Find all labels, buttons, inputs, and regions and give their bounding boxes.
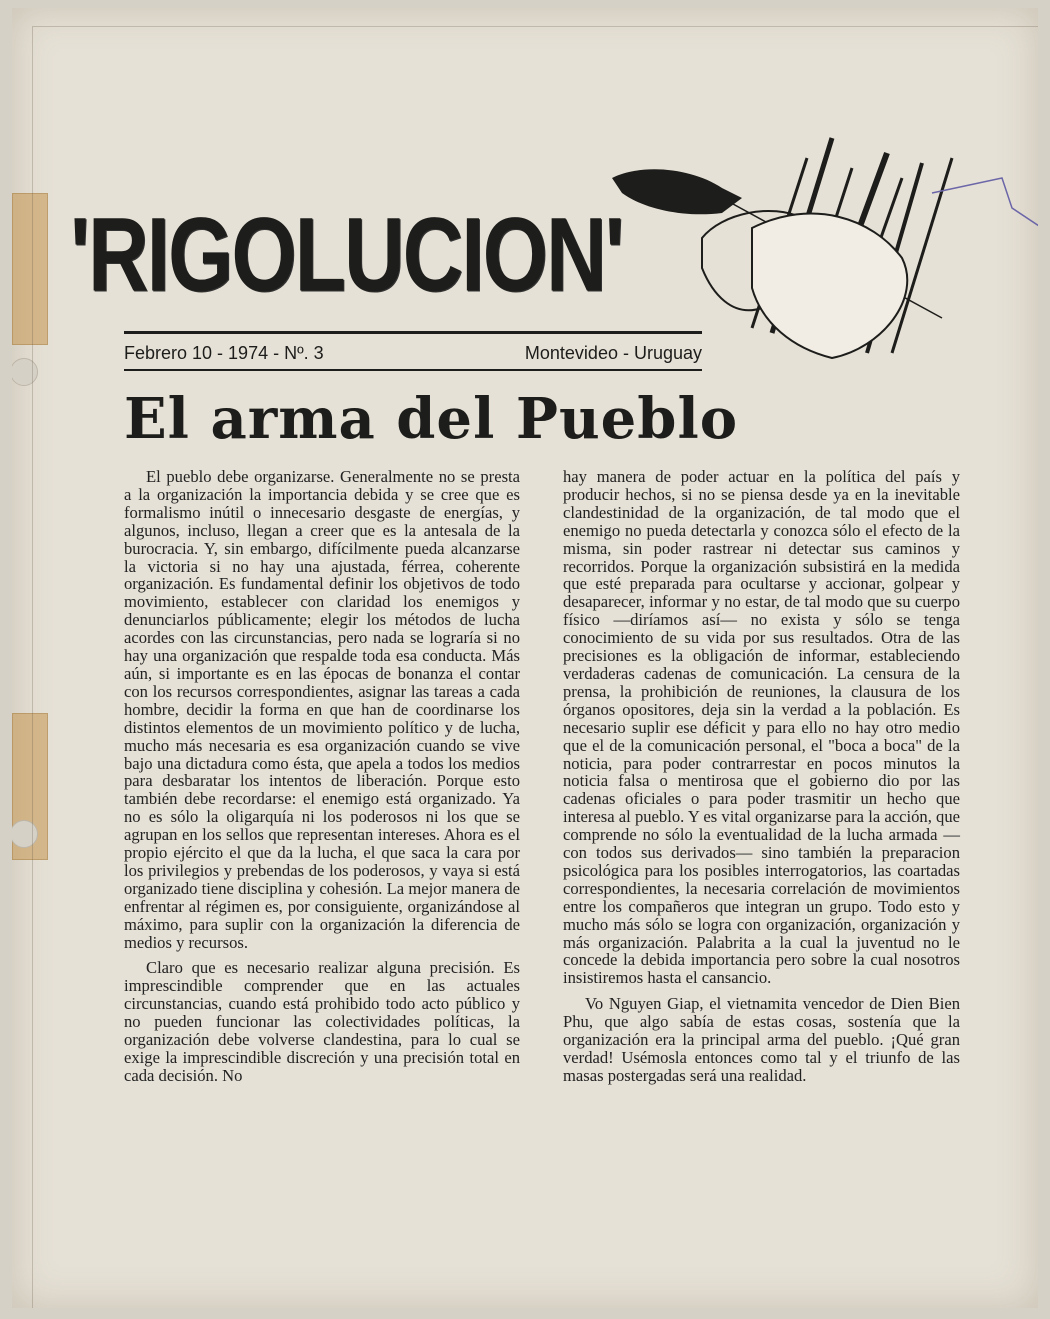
newspaper-page (12, 8, 1038, 1308)
article-paragraph: El pueblo debe organizarse. Generalmente no se presta a la organización la importancia debida y se cree que es formalismo inútil o innecesario desgaste de energías, y algunos, incluso, llegan a creer que es la antesala de la burocracia. Y, sin embargo, difícilmente pueda alcanzarse la victoria si no hay una ajustada, férrea, coherente organización. Es fundamental definir los objetivos de todo movimiento, establecer con claridad los enemigos y denunciarlos públicamente; elegir los métodos de lucha acordes con las circunstancias, pero nada se lograría si no hay una organización que respalde toda esa conducta. Más aún, si importante es en las épocas de bonanza el contar con los recursos correspondientes, asignar las tareas a cada hombre, decidir la forma en que han de coordinarse los distintos elementos de un movimiento político y de lucha, mucho más necesaria es esa organización cuando se vive bajo una dictadura como ésta, que apela a todos los medios para desbaratar los intentos de liberación. Porque esto también debe recordarse: el enemigo está organizado. Ya no es sólo la oligarquía ni los poderosos ni los que se agrupan en los sellos que representan intereses. Ahora es el propio ejército el que da la lucha, el que saca la cara por los privilegios y prebendas de los poderosos, y vaya si está organizado tiene disciplina y cohesión. La mejor manera de enfrentar al régimen es, por consiguiente, organizándose al máximo, para suplir con la organización la diferencia de medios y recursos. (124, 467, 520, 952)
article-column-1 (124, 468, 520, 1093)
fist-shape (612, 169, 742, 214)
article-headline: El arma del Pueblo (124, 386, 739, 452)
pen-stroke (932, 178, 1038, 228)
article-paragraph: hay manera de poder actuar en la política del país y producir hechos, si no se piensa desde ya en la inevitable clandestinidad de la organización, de tal modo que el enemigo no pueda detectarla y conozca sólo el efecto de la misma, sin poder rastrear ni detectar sus caminos y recorridos. Porque la organización subsistirá en la medida que esté preparada para ocultarse y accionar, golpear y desaparecer, informar y no estar, de tal modo que su cuerpo físico —diríamos así— no exista y sólo se tenga conocimiento de su vida por sus resultados. Otra de las precisiones es la obligación de informar, estableciendo verdaderas cadenas de comunicación. La censura de la prensa, la prohibición de reuniones, la clausura de los órganos opositores, deja sin la verdad a la población. Es necesario suplir ese déficit y para ello no hay otro medio que el de la comunicación personal, el "boca a boca" de la noticia, para poder contrarrestar en pocos minutos la noticia falsa o mentirosa que el gobierno dio por las cadenas oficiales o para poder trasmitir un hecho que interesa al pueblo. Y es vital organizarse para la acción, que comprende no sólo la eventualidad de la lucha armada —con todos sus derivados— sino también la preparacion psicológica para los posibles interrogatorios, las coartadas correspondientes, la necesaria correlación de movimientos entre los compañeros que integran un grupo. Todo esto y mucho más sólo se logra con organización, organización y más organización. Palabrita a la cual la juventud no le concede la debida importancia pero sobre la cual nosotros insistiremos hasta el cansancio. (563, 467, 960, 988)
issue-place: Montevideo - Uruguay (524, 342, 702, 363)
issue-line (124, 340, 702, 366)
article-column-2 (563, 468, 960, 1093)
tape-strip-top (12, 193, 48, 345)
masthead-title: 'RIGOLUCION' (70, 195, 623, 313)
masthead-rule-top (124, 331, 702, 334)
punch-hole-top (12, 358, 38, 386)
masthead-rule-bottom (124, 369, 702, 371)
issue-date: Febrero 10 - 1974 - Nº. 3 (124, 342, 324, 363)
article-paragraph: Vo Nguyen Giap, el vietnamita vencedor de Dien Bien Phu, que algo sabía de estas cosas, sostenía que la organización era la principal arma del pueblo. ¡Qué gran verdad! Usémosla entonces como tal y el triunfo de las masas postergadas será una realidad. (563, 994, 960, 1085)
flag-drape (752, 214, 907, 358)
article-paragraph: Claro que es necesario realizar alguna precisión. Es imprescindible comprender que en las actuales circunstancias, cuando está prohibido todo acto público y no pueden funcionar las colectividades políticas, la organización debe volverse clandestina, para lo cual se exige la imprescindible discreción y una precisión total en cada decisión. No (124, 958, 520, 1085)
bleed-through-heading (112, 78, 152, 121)
